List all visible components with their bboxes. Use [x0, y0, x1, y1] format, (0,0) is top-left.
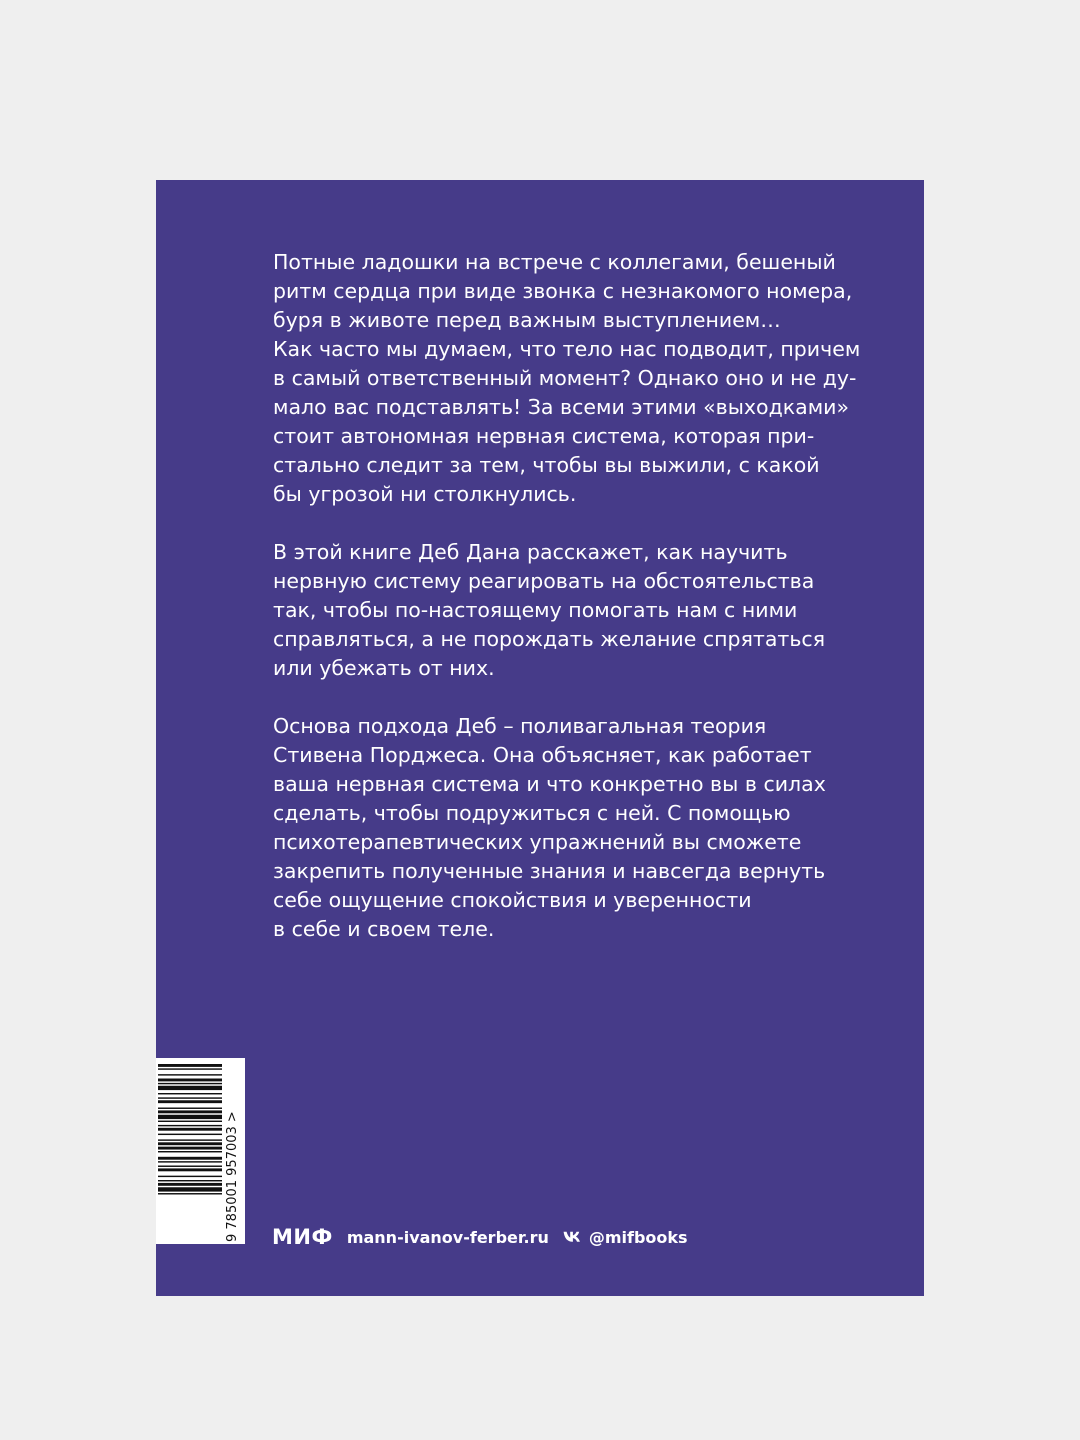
barcode-digits: 9 785001 957003 >: [225, 1111, 240, 1242]
blurb-line: сделать, чтобы подружиться с ней. С помощью: [273, 801, 791, 825]
blurb-line: психотерапевтических упражнений вы сможете: [273, 830, 802, 854]
barcode-bar: [158, 1166, 222, 1167]
blurb-line: в самый ответственный момент? Однако оно и не ду-: [273, 366, 857, 390]
barcode-bar: [158, 1064, 222, 1067]
publisher-footer: [272, 1225, 688, 1249]
barcode-bar: [158, 1134, 222, 1135]
barcode-bar: [158, 1068, 222, 1069]
barcode-bar: [158, 1110, 222, 1113]
blurb-line: Основа подхода Деб – поливагальная теория: [273, 714, 767, 738]
blurb-line: или убежать от них.: [273, 656, 495, 680]
barcode-bar: [158, 1100, 222, 1103]
barcode-bar: [158, 1161, 222, 1162]
barcode-bars: [158, 1064, 222, 1195]
blurb-line: В этой книге Деб Дана расскажет, как научить: [273, 540, 788, 564]
blurb-line: справляться, а не порождать желание спрятаться: [273, 627, 826, 651]
barcode-bar: [158, 1142, 222, 1145]
social-handle[interactable]: @mifbooks: [588, 1227, 688, 1247]
blurb-text: [273, 248, 861, 973]
blurb-line: Как часто мы думаем, что тело нас подводит, причем: [273, 337, 861, 361]
blurb-line: нервную систему реагировать на обстоятельства: [273, 569, 815, 593]
blurb-paragraph-2: [273, 538, 833, 683]
barcode-bar: [158, 1139, 222, 1140]
barcode-bar: [158, 1093, 222, 1094]
blurb-line: мало вас подставлять! За всеми этими «выходками»: [273, 395, 850, 419]
barcode-bar: [158, 1151, 222, 1152]
barcode-bar: [158, 1187, 222, 1191]
isbn-barcode: [156, 1058, 245, 1244]
blurb-line: Потные ладошки на встрече с коллегами, бешеный: [273, 250, 836, 274]
vk-icon: [563, 1228, 581, 1247]
blurb-line: Стивена Порджеса. Она объясняет, как работает: [273, 743, 812, 767]
barcode-bar: [158, 1180, 222, 1181]
blurb-line: закрепить полученные знания и навсегда вернуть: [273, 859, 826, 883]
barcode-bar: [158, 1086, 222, 1090]
barcode-bar: [158, 1193, 222, 1194]
barcode-bar: [158, 1183, 222, 1186]
blurb-line: ваша нервная система и что конкретно вы в силах: [273, 772, 826, 796]
blurb-line: стоит автономная нервная система, которая при-: [273, 424, 815, 448]
blurb-line: ритм сердца при виде звонка с незнакомого номера,: [273, 279, 853, 303]
blurb-line: буря в животе перед важным выступлением…: [273, 308, 781, 332]
barcode-bar: [158, 1074, 222, 1075]
barcode-bar: [158, 1083, 222, 1084]
blurb-line: так, чтобы по-настоящему помогать нам с ними: [273, 598, 798, 622]
barcode-bar: [158, 1108, 222, 1109]
barcode-graphic: [156, 1058, 245, 1244]
blurb-line: стально следит за тем, чтобы вы выжили, с какой: [273, 453, 820, 477]
barcode-bar: [158, 1125, 222, 1126]
barcode-bar: [158, 1128, 222, 1131]
barcode-bar: [158, 1176, 222, 1177]
blurb-paragraph-3: [273, 712, 833, 944]
blurb-line: бы угрозой ни столкнулись.: [273, 482, 577, 506]
publisher-website[interactable]: mann-ivanov-ferber.ru: [346, 1227, 549, 1247]
barcode-bar: [158, 1157, 222, 1160]
blurb-line: себе ощущение спокойствия и уверенности: [273, 888, 752, 912]
barcode-bar: [158, 1079, 222, 1082]
blurb-paragraph-1: [273, 248, 861, 509]
book-back-cover: [156, 180, 924, 1296]
blurb-line: в себе и своем теле.: [273, 917, 495, 941]
barcode-bar: [158, 1097, 222, 1098]
barcode-bar: [158, 1147, 222, 1150]
publisher-logo: МИФ: [272, 1225, 333, 1249]
barcode-bar: [158, 1168, 222, 1171]
barcode-bar: [158, 1115, 222, 1119]
barcode-bar: [158, 1121, 222, 1122]
